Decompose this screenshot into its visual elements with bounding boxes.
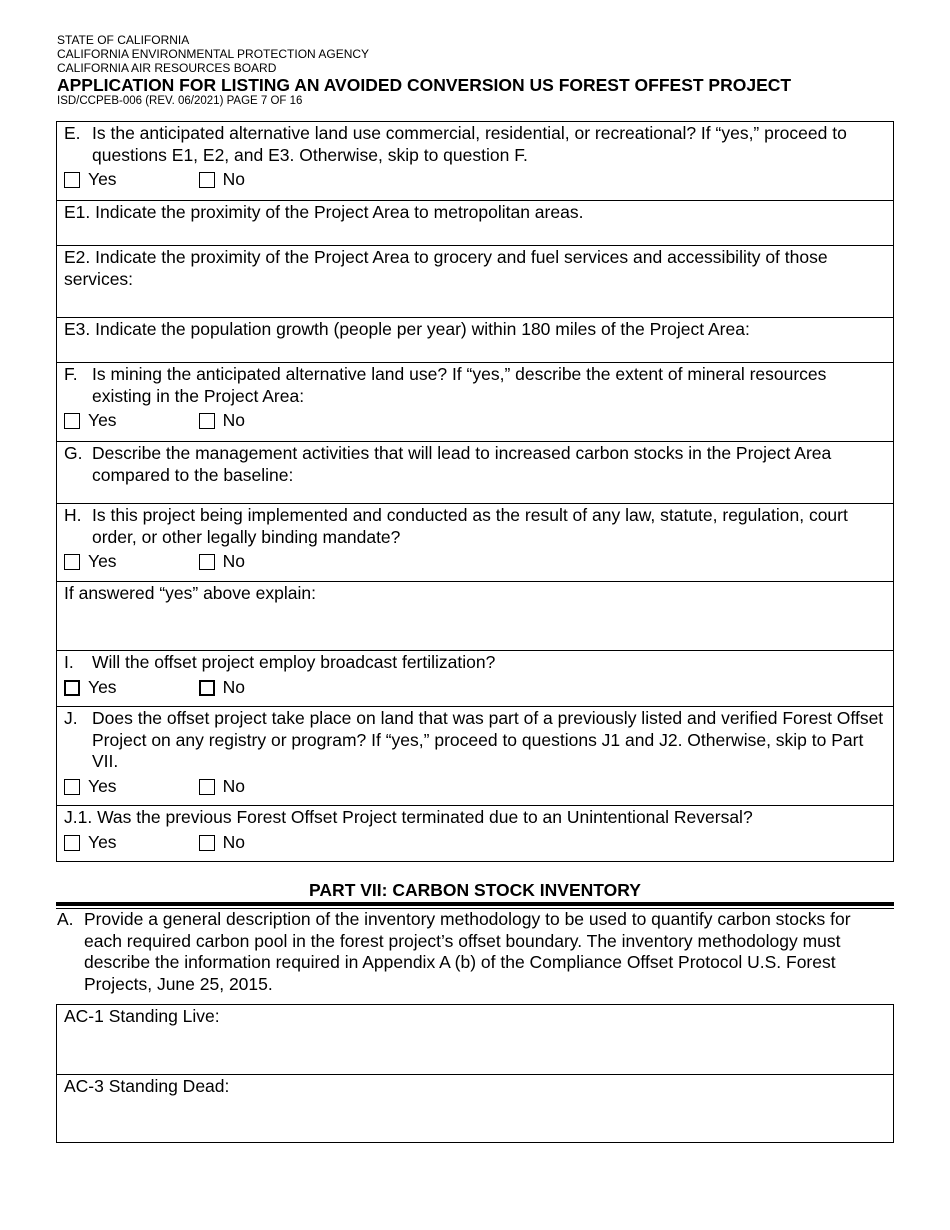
question-j1-no[interactable]: No [199, 832, 245, 854]
question-j-no[interactable]: No [199, 776, 245, 798]
question-i-yes[interactable]: Yes [64, 677, 117, 699]
question-h-yes[interactable]: Yes [64, 551, 117, 573]
question-i-text: Will the offset project employ broadcast fertilization? [92, 652, 496, 672]
checkbox[interactable] [64, 779, 80, 795]
question-e-label: E. [64, 123, 81, 143]
question-i [57, 650, 893, 706]
checkbox[interactable] [64, 413, 80, 429]
board-label: CALIFORNIA AIR RESOURCES BOARD [57, 61, 277, 75]
checkbox[interactable] [64, 172, 80, 188]
question-j-yes[interactable]: Yes [64, 776, 117, 798]
form-header [57, 33, 791, 108]
checkbox[interactable] [64, 554, 80, 570]
question-j1-yes[interactable]: Yes [64, 832, 117, 854]
question-e2[interactable] [57, 245, 893, 317]
carbon-stock-fields [56, 1004, 894, 1143]
checkbox[interactable] [64, 835, 80, 851]
question-f-no[interactable]: No [199, 410, 245, 432]
checkbox[interactable] [199, 413, 215, 429]
checkbox[interactable] [199, 680, 215, 696]
question-e-text: Is the anticipated alternative land use commercial, residential, or recreational? If “yes,” proceed to questions E1, E2, and E3. Otherwise, skip to question F. [92, 123, 847, 165]
divider [56, 902, 894, 906]
question-e-no[interactable]: No [199, 169, 245, 191]
part-vii-a-text: Provide a general description of the inventory methodology to be used to quantify carbon stocks for each required carbon pool in the forest project’s offset boundary. The inventory methodology must describe the information required in Appendix A (b) of the Compliance Offset Protocol U.S. Forest Projects, June 25, 2015. [84, 909, 851, 994]
question-i-label: I. [64, 652, 74, 672]
checkbox[interactable] [199, 554, 215, 570]
question-e1[interactable] [57, 200, 893, 245]
form-title: APPLICATION FOR LISTING AN AVOIDED CONVERSION US FOREST OFFEST PROJECT [57, 75, 792, 95]
part-vii-question-a [57, 909, 887, 995]
question-h-text: Is this project being implemented and conducted as the result of any law, statute, regulation, court order, or other legally binding mandate? [92, 505, 848, 547]
question-i-no[interactable]: No [199, 677, 245, 699]
checkbox[interactable] [199, 835, 215, 851]
ac1-label: AC-1 Standing Live: [64, 1006, 220, 1026]
question-j-text: Does the offset project take place on land that was part of a previously listed and verified Forest Offset Project on any registry or program? If “yes,” proceed to questions J1 and J2. Otherwise, skip to Part VII. [92, 708, 884, 771]
questions-table [56, 121, 894, 862]
question-g[interactable] [57, 441, 893, 503]
checkbox[interactable] [199, 172, 215, 188]
form-number: ISD/CCPEB-006 (REV. 06/2021) PAGE 7 OF 16 [57, 95, 303, 107]
state-label: STATE OF CALIFORNIA [57, 33, 190, 47]
question-e [57, 122, 893, 200]
question-e2-text: E2. Indicate the proximity of the Project Area to grocery and fuel services and accessibility of those services: [64, 247, 828, 289]
question-e-yes[interactable]: Yes [64, 169, 117, 191]
question-h-no[interactable]: No [199, 551, 245, 573]
question-h [57, 503, 893, 581]
question-f-yes[interactable]: Yes [64, 410, 117, 432]
part-vii-title: PART VII: CARBON STOCK INVENTORY [309, 880, 641, 900]
question-j1 [57, 805, 893, 861]
question-g-label: G. [64, 443, 83, 463]
question-e3[interactable] [57, 317, 893, 362]
question-j-label: J. [64, 708, 78, 728]
checkbox[interactable] [64, 680, 80, 696]
question-j [57, 706, 893, 805]
question-h-explain-text: If answered “yes” above explain: [64, 583, 316, 603]
ac1-standing-live-field[interactable] [57, 1005, 893, 1074]
agency-label: CALIFORNIA ENVIRONMENTAL PROTECTION AGENCY [57, 47, 370, 61]
question-e3-text: E3. Indicate the population growth (people per year) within 180 miles of the Project Area: [64, 319, 750, 339]
question-h-label: H. [64, 505, 82, 525]
question-g-text: Describe the management activities that will lead to increased carbon stocks in the Project Area compared to the baseline: [92, 443, 832, 485]
part-vii-a-label: A. [57, 909, 74, 929]
question-e1-text: E1. Indicate the proximity of the Project Area to metropolitan areas. [64, 202, 584, 222]
question-f-label: F. [64, 364, 78, 384]
question-h-explain[interactable] [57, 581, 893, 650]
question-f-text: Is mining the anticipated alternative land use? If “yes,” describe the extent of mineral resources existing in the Project Area: [92, 364, 827, 406]
question-f [57, 362, 893, 441]
ac3-standing-dead-field[interactable] [57, 1074, 893, 1142]
checkbox[interactable] [199, 779, 215, 795]
ac3-label: AC-3 Standing Dead: [64, 1076, 230, 1096]
question-j1-text: J.1. Was the previous Forest Offset Project terminated due to an Unintentional Reversal? [64, 807, 753, 827]
